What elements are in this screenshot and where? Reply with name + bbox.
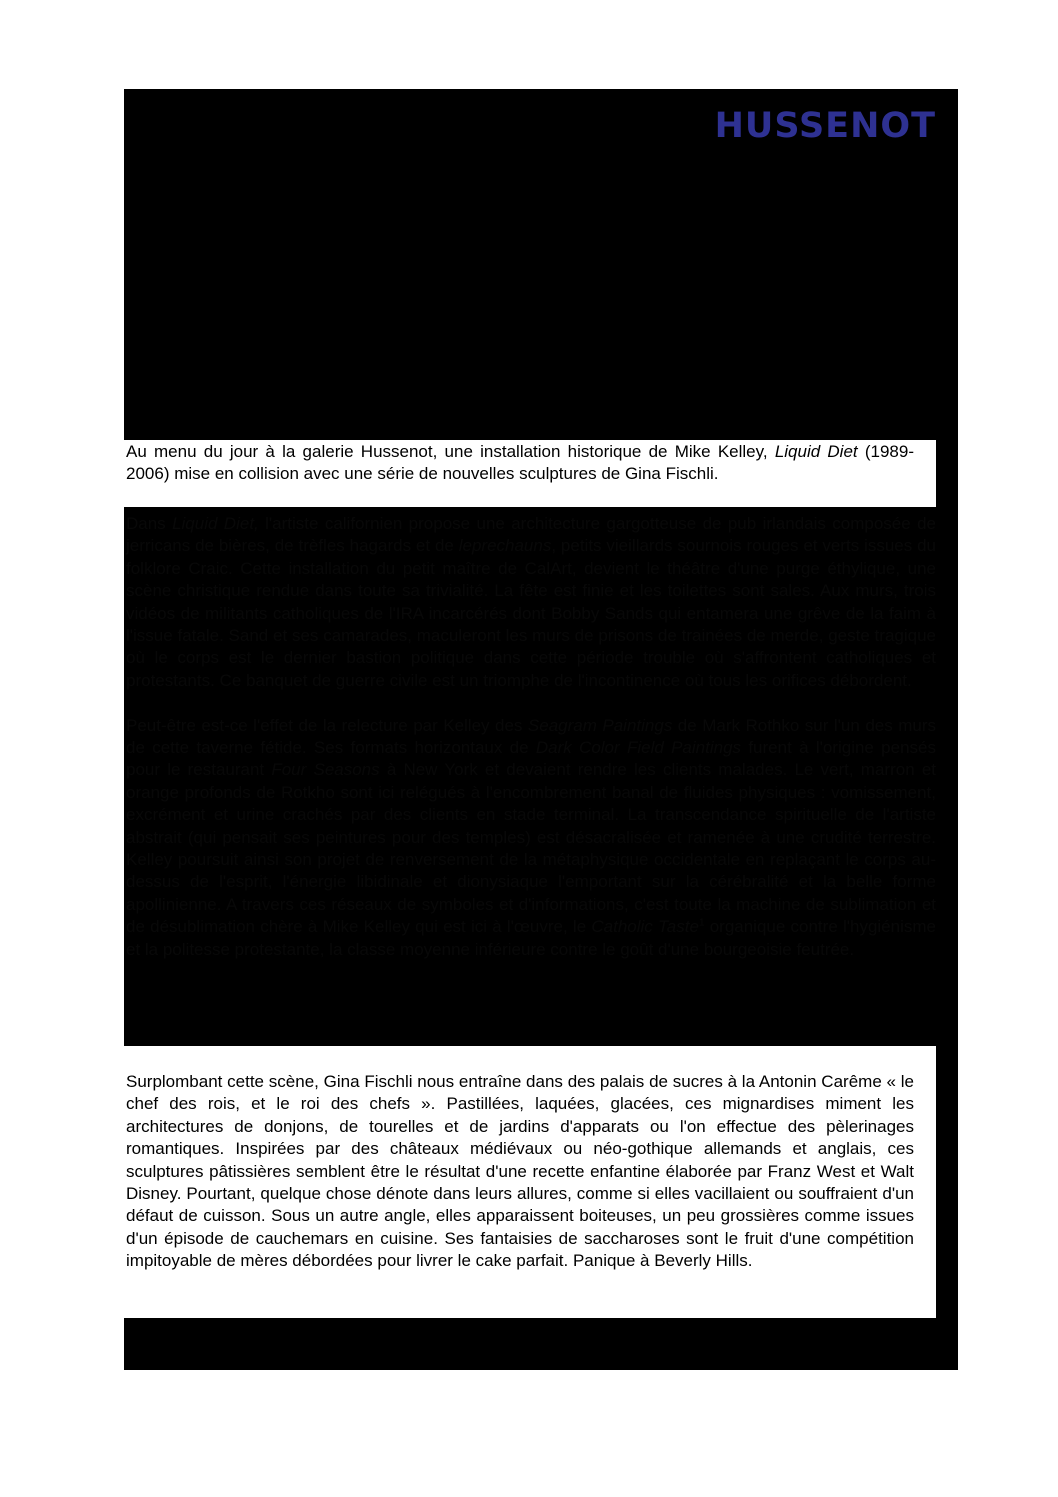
italic-title: Catholic Taste (591, 917, 699, 937)
italic-term: leprechauns (458, 536, 552, 556)
paragraph-rothko (126, 715, 936, 961)
paragraph-gina-fischli: Surplombant cette scène, Gina Fischli nous entraîne dans des palais de sucres à la Antonin Carême « le chef des rois, et le roi des chefs ». Pastillées, laquées, glacées, ces mignardises miment les architectures de donjons, de tourelles et de jardins d'apparats ou l'on effectue des pèlerinages romantiques. Inspirées par des châteaux médiévaux ou néo-gothique allemands et anglais, ces sculptures pâtissières semblent être le résultat d'une recette enfantine élaborée par Franz West et Walt Disney. Pourtant, quelque chose dénote dans leurs allures, comme si elles vacillaient ou souffraient d'un défaut de cuisson. Sous un autre angle, elles apparaissent boiteuses, un peu grossières comme issues d'un épisode de cauchemars en cuisine. Ses fantaisies de saccharoses sont le fruit d'une compétition impitoyable de mères débordées pour livrer le cake parfait. Panique à Beverly Hills. (126, 1072, 914, 1271)
footnote-marker: 1 (698, 917, 705, 929)
paragraph-text: de Mark Rothko sur l'un des murs de cette taverne fétide. Ses formats horizontaux de (126, 715, 936, 758)
intro-block (124, 440, 936, 507)
intro-text: Au menu du jour à la galerie Hussenot, une installation historique de Mike Kelley, (126, 442, 775, 461)
paragraph-text: furent à l'origine pensés pour le restaurant (126, 738, 936, 780)
intro-title-italic: Liquid Diet (774, 442, 858, 461)
intro-paragraph (126, 441, 914, 486)
obscured-text-block (124, 513, 958, 984)
paragraph-text: organique contre l'hygiénisme et la politesse protestante, la classe moyenne inférieure contre le goût d'une bourgeoisie feutrée. (126, 917, 936, 959)
paragraph-text: à New York et devaient rendre les clients malades. Le vert, marron et orange profonds de Rotkho sont ici relégués à l'encombrement banal de fluides physiques : vomissement, excrément et urine crachés par des clients en stade terminal. La transcendance spirituelle de l'artiste abstrait (qui pensait ses peintures pour des temples) est désacralisée et ramenée à une crudité terrestre. Kelley poursuit ainsi son projet de renversement de la métaphysique occidentale en replaçant le corps au-dessus de l'esprit, l'énergie libidinale et dionysiaque l'emportant sur la cérébralité et la belle forme apollinienne. A travers ces réseaux de symboles et d'informations, c'est toute la machine de sublimation et de désublimation chère à Mike Kelley qui est ici à l'œuvre, le (126, 760, 937, 937)
italic-title: Four Seasons (271, 760, 380, 780)
paragraph-text: l'artiste californien propose une architecture gargotteuse de pub irlandais composée de jerricans de bières, de trèfles hagards et de (126, 514, 936, 556)
italic-title: Liquid Diet, (172, 514, 259, 533)
italic-title: Dark Color Field Paintings (535, 738, 742, 758)
hussenot-logo: HUSSENOT (714, 106, 936, 146)
paragraph-liquid-diet (126, 513, 936, 692)
intro-text: (1989-2006) mise en collision avec une série de nouvelles sculptures de Gina Fischli. (126, 442, 914, 484)
paragraph-text: Dans (126, 514, 173, 533)
italic-title: Seagram Paintings (527, 715, 673, 735)
document-frame (124, 89, 958, 1370)
paragraph-text: , petits vieillards sournois rouges et verts issues du folklore Craic. Cette installation du petit maître de CalArt, devient le théâtre d'une purge éthylique, une scène christique rendue dans toute sa trivialité. La fête est finie et les toilettes sont sales. Aux murs, trois vidéos de militants catholiques de l'IRA incarcérés dont Bobby Sands qui entamera une grêve de la faim à l'issue fatale. Sand et ses camarades, maculeront les murs de prisons de trainées de merde, geste tragique où le corps est le dernier bastion politique dans cette période trouble où s'affrontent catholiques et protestants. Ce banquet de guerre civile est un triomphe de l'incontinence où tous les orifices débordent. (126, 536, 936, 690)
closing-block (124, 1046, 936, 1318)
paragraph-text: Peut-être est-ce l'effet de la relecture par Kelley des (126, 715, 528, 735)
